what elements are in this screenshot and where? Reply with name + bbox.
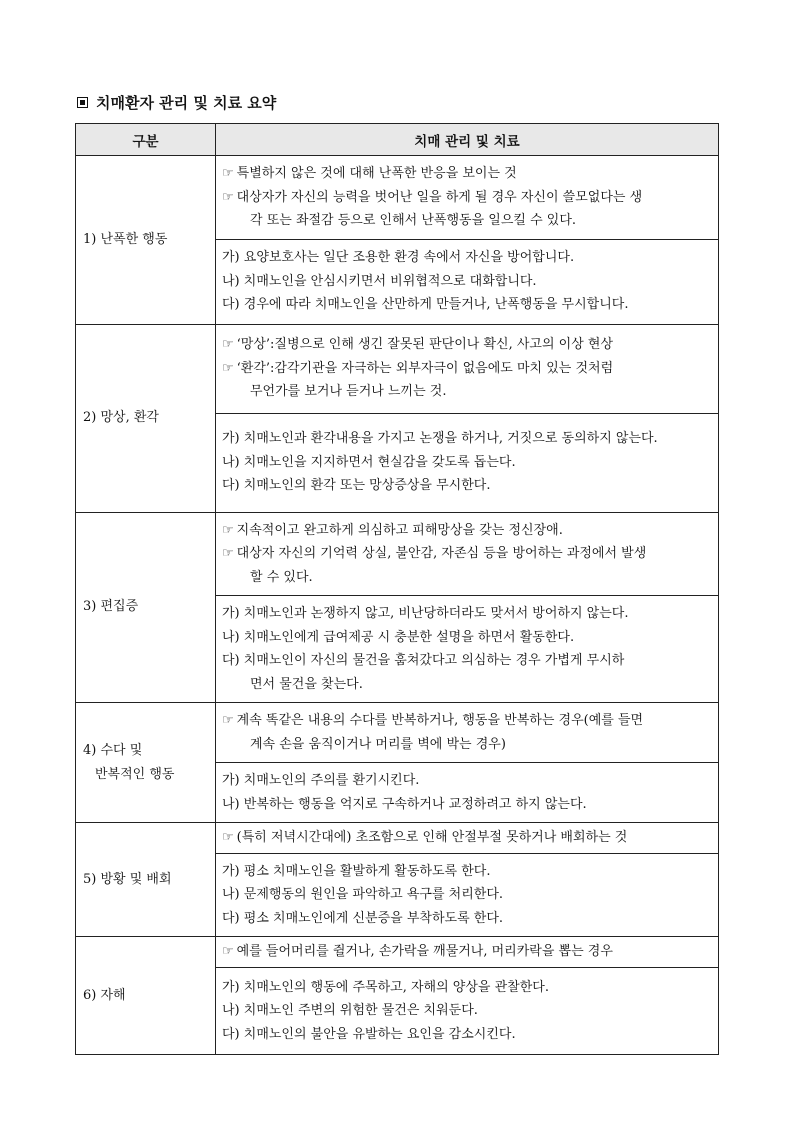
category-cell: 6) 자해 [76, 937, 216, 1055]
care-cell: 가) 평소 치매노인을 활발하게 활동하도록 한다. 나) 문제행동의 원인을 파악하고 욕구를 처리한다. 다) 평소 치매노인에게 신분증을 부착하도록 한다. [216, 853, 719, 937]
pointing-hand-icon: ☞ [222, 944, 234, 960]
page-title-text: 치매환자 관리 및 치료 요약 [96, 94, 277, 112]
table-row [76, 703, 719, 763]
table-header-row [76, 124, 719, 156]
header-care: 치매 관리 및 치료 [216, 124, 719, 156]
pointing-hand-icon: ☞ [222, 546, 234, 561]
pointing-hand-icon: ☞ [222, 337, 234, 353]
symptom-cell: ☞ (특히 저녁시간대에) 초조함으로 인해 안절부절 못하거나 배회하는 것 [216, 823, 719, 854]
care-cell: 가) 요양보호사는 일단 조용한 환경 속에서 자신을 방어합니다. 나) 치매노인을 안심시키면서 비위협적으로 대화합니다. 다) 경우에 따라 치매노인을 산만하게 만들거나, 난폭행동을 무시합니다. [216, 239, 719, 324]
pointing-hand-icon: ☞ [222, 713, 234, 728]
table-row [76, 512, 719, 596]
pointing-hand-icon: ☞ [222, 166, 234, 181]
symptom-cell: ☞ 예를 들어머리를 쥘거나, 손가락을 깨물거나, 머리카락을 뽑는 경우 [216, 937, 719, 968]
symptom-cell: ☞ 지속적이고 완고하게 의심하고 피해망상을 갖는 정신장애. ☞ 대상자 자신의 기억력 상실, 불안감, 자존심 등을 방어하는 과정에서 발생 할 수 있다. [216, 512, 719, 596]
category-cell: 1) 난폭한 행동 [76, 156, 216, 325]
pointing-hand-icon: ☞ [222, 830, 234, 845]
header-category: 구분 [76, 124, 216, 156]
table-row [76, 324, 719, 413]
symptom-cell: ☞ 특별하지 않은 것에 대해 난폭한 반응을 보이는 것 ☞ 대상자가 자신의 능력을 벗어난 일을 하게 될 경우 자신이 쓸모없다는 생 각 또는 좌절감 등으로 인해서 난폭행동을 일으킬 수 있다. [216, 156, 719, 240]
care-cell: 가) 치매노인과 논쟁하지 않고, 비난당하더라도 맞서서 방어하지 않는다. 나) 치매노인에게 급여제공 시 충분한 설명을 하면서 활동한다. 다) 치매노인이 자신의 물건을 훔쳐갔다고 의심하는 경우 가볍게 무시하 면서 물건을 찾는다. [216, 596, 719, 703]
table-row [76, 823, 719, 854]
pointing-hand-icon: ☞ [222, 360, 234, 376]
category-cell: 3) 편집증 [76, 512, 216, 703]
pointing-hand-icon: ☞ [222, 522, 234, 538]
category-cell: 5) 방황 및 배회 [76, 823, 216, 937]
table-row [76, 937, 719, 968]
care-cell: 가) 치매노인과 환각내용을 가지고 논쟁을 하거나, 거짓으로 동의하지 않는다. 나) 치매노인을 지지하면서 현실감을 갖도록 돕는다. 다) 치매노인의 환각 또는 망상증상을 무시한다. [216, 413, 719, 512]
symptom-cell: ☞ ‘망상’:질병으로 인해 생긴 잘못된 판단이나 확신, 사고의 이상 현상 ☞ ‘환각’:감각기관을 자극하는 외부자극이 없음에도 마치 있는 것처럼 무언가를 보거나 듣거나 느끼는 것. [216, 324, 719, 413]
category-cell: 4) 수다 및 반복적인 행동 [76, 703, 216, 823]
table-row [76, 156, 719, 240]
symptom-cell: ☞ 계속 똑같은 내용의 수다를 반복하거나, 행동을 반복하는 경우(예를 들면 계속 손을 움직이거나 머리를 벽에 박는 경우) [216, 703, 719, 763]
page-title [77, 92, 276, 113]
dementia-care-table [75, 123, 719, 1055]
category-cell: 2) 망상, 환각 [76, 324, 216, 512]
care-cell: 가) 치매노인의 주의를 환기시킨다. 나) 반복하는 행동을 억지로 구속하거나 교정하려고 하지 않는다. [216, 763, 719, 823]
care-cell: 가) 치매노인의 행동에 주목하고, 자해의 양상을 관찰한다. 나) 치매노인 주변의 위험한 물건은 치워둔다. 다) 치매노인의 불안을 유발하는 요인을 감소시킨다. [216, 968, 719, 1055]
filled-square-icon [77, 97, 88, 108]
pointing-hand-icon: ☞ [222, 189, 234, 205]
